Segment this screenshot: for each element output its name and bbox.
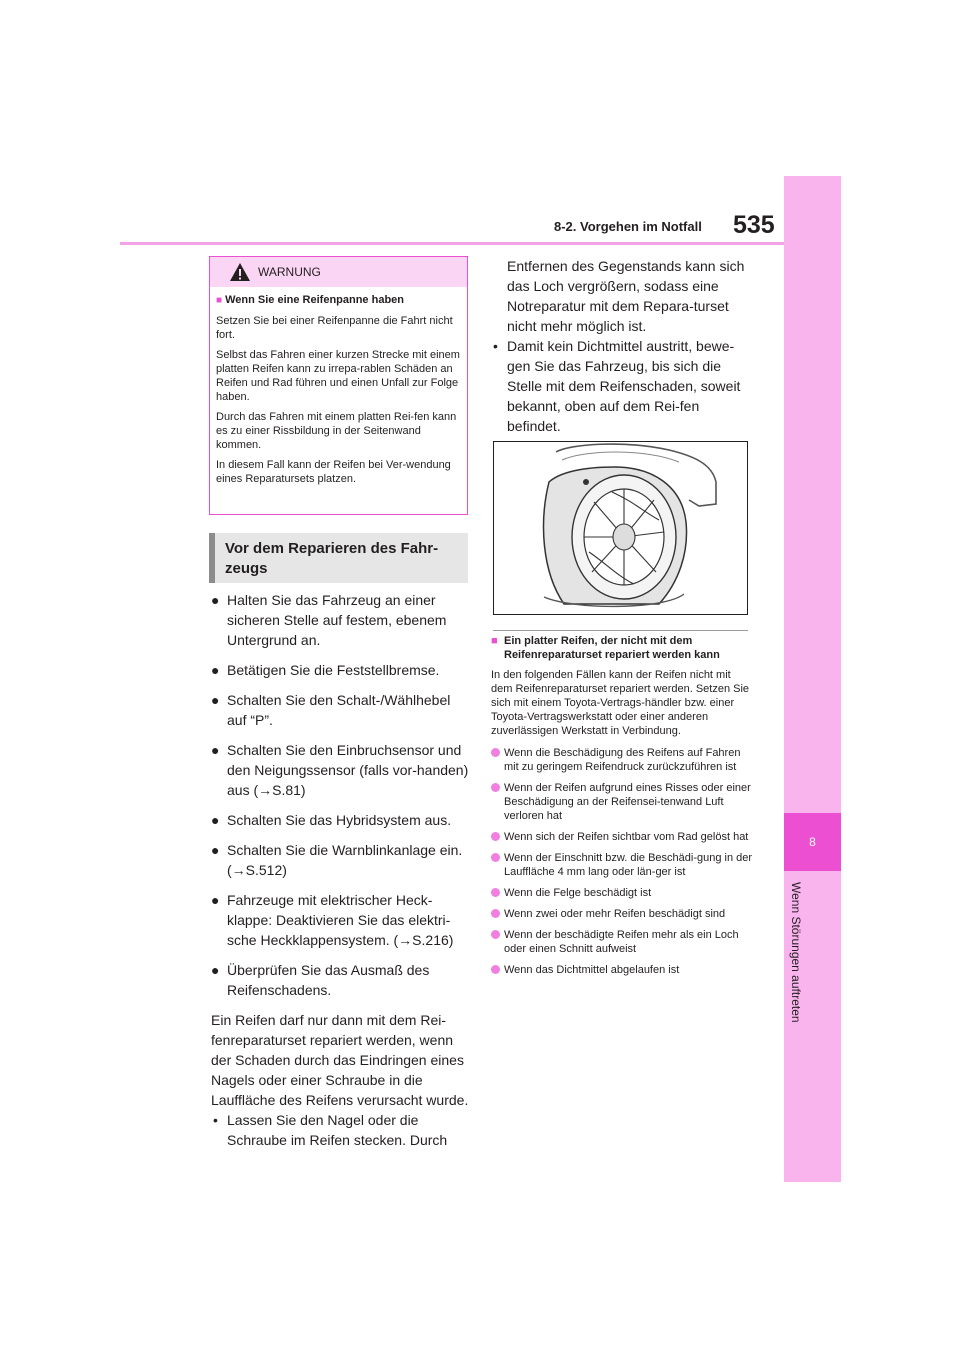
list-item: Wenn der beschädigte Reifen mehr als ein Loch oder einen Schnitt aufweist bbox=[491, 928, 753, 956]
square-bullet-icon: ■ bbox=[491, 635, 498, 647]
circle-bullet-icon bbox=[491, 965, 500, 974]
square-bullet-icon: ■ bbox=[216, 295, 223, 306]
header-rule bbox=[120, 242, 784, 245]
subsection-intro: In den folgenden Fällen kann der Reifen nicht mit dem Reifenreparaturset repariert werden. Setzen Sie sich mit einem Toyota-Vertrags-händler bzw. einer Toyota-Vertragswerkstatt oder einer anderen zuverlässigen Werkstatt in Verbindung. bbox=[491, 669, 750, 737]
right-column-top bbox=[491, 256, 753, 436]
list-item: Wenn zwei oder mehr Reifen beschädigt sind bbox=[491, 907, 753, 921]
tire-illustration bbox=[493, 441, 748, 615]
dash-item-continued bbox=[491, 256, 753, 336]
body-paragraph: Ein Reifen darf nur dann mit dem Rei-fenreparaturset repariert werden, wenn der Schaden durch das Eindringen eines Nagels oder einer Schraube in die Lauffläche des Reifens verursacht wurde. bbox=[211, 1012, 469, 1108]
bullet-icon: ● bbox=[211, 662, 220, 678]
non-repairable-cases-list bbox=[491, 746, 753, 977]
subsection-heading: ■ Ein platter Reifen, der nicht mit dem Reifenreparaturset repariert werden kann bbox=[491, 635, 720, 661]
bullet-icon: ● bbox=[211, 962, 220, 978]
warning-triangle-icon bbox=[229, 262, 251, 282]
warning-paragraph: Setzen Sie bei einer Reifenpanne die Fahrt nicht fort. bbox=[216, 315, 453, 341]
divider bbox=[493, 630, 748, 631]
list-item: ● Betätigen Sie die Feststellbremse. bbox=[211, 662, 440, 678]
flat-tire-drawing bbox=[494, 442, 747, 614]
dash-bullet-icon: • bbox=[213, 1112, 218, 1128]
bullet-icon: ● bbox=[211, 892, 220, 908]
circle-bullet-icon bbox=[491, 783, 500, 792]
circle-bullet-icon bbox=[491, 853, 500, 862]
chapter-title: Wenn Störungen auftreten bbox=[789, 882, 803, 1023]
circle-bullet-icon bbox=[491, 909, 500, 918]
list-item: ● Schalten Sie die Warnblinkanlage ein. (→S.512) bbox=[211, 842, 463, 878]
list-item: Wenn die Beschädigung des Reifens auf Fahren mit zu geringem Reifendruck zurückzuführen ist bbox=[491, 746, 753, 774]
bullet-icon: ● bbox=[211, 842, 220, 858]
warning-paragraph: Durch das Fahren mit einem platten Rei-fen kann es zu einer Rissbildung in der Seitenwand kommen. bbox=[216, 411, 457, 451]
circle-bullet-icon bbox=[491, 888, 500, 897]
list-item: ● Schalten Sie den Schalt-/Wählhebel auf “P”. bbox=[211, 692, 451, 728]
dash-item-text-part-a: Lassen Sie den Nagel oder die Schraube im Reifen stecken. Durch bbox=[227, 1112, 448, 1148]
warning-header bbox=[210, 257, 467, 287]
section-heading: Vor dem Reparieren des Fahr-zeugs bbox=[225, 540, 439, 577]
warning-paragraph: Selbst das Fahren einer kurzen Strecke mit einem platten Reifen kann zu irrepa-rablen Schäden an Reifen und Rad führen und einen Unfall zur Folge haben. bbox=[216, 349, 460, 403]
list-item: ● Halten Sie das Fahrzeug an einer sicheren Stelle auf festem, ebenem Untergrund an. bbox=[211, 592, 447, 648]
circle-bullet-icon bbox=[491, 832, 500, 841]
dash-bullet-icon: • bbox=[493, 338, 498, 354]
warning-title: WARNUNG bbox=[258, 265, 321, 279]
right-column-lower bbox=[491, 634, 753, 984]
list-item: Wenn der Einschnitt bzw. die Beschädi-gung in der Lauffläche 4 mm lang oder län-ger ist bbox=[491, 851, 753, 879]
circle-bullet-icon bbox=[491, 748, 500, 757]
section-heading-box bbox=[209, 533, 468, 583]
list-item: ● Überprüfen Sie das Ausmaß des Reifenschadens. bbox=[211, 962, 430, 998]
warning-box bbox=[209, 256, 468, 515]
preparation-list bbox=[211, 590, 469, 1000]
bullet-icon: ● bbox=[211, 812, 220, 828]
page-number: 535 bbox=[733, 211, 775, 239]
dash-item bbox=[211, 1110, 469, 1150]
dash-item: • Damit kein Dichtmittel austritt, bewe-gen Sie das Fahrzeug, bis sich die Stelle mit dem Reifenschaden, soweit bekannt, oben auf dem Rei-fen befindet. bbox=[493, 338, 741, 434]
list-item: Wenn das Dichtmittel abgelaufen ist bbox=[491, 963, 753, 977]
circle-bullet-icon bbox=[491, 930, 500, 939]
bullet-icon: ● bbox=[211, 742, 220, 758]
left-column bbox=[211, 590, 469, 1150]
list-item: ● Schalten Sie das Hybridsystem aus. bbox=[211, 812, 452, 828]
list-item: Wenn die Felge beschädigt ist bbox=[491, 886, 753, 900]
bullet-icon: ● bbox=[211, 692, 220, 708]
list-item: Wenn der Reifen aufgrund eines Risses oder einer Beschädigung an der Reifensei-tenwand Luft verloren hat bbox=[491, 781, 753, 823]
section-title: 8-2. Vorgehen im Notfall bbox=[554, 219, 702, 234]
warning-subheading: ■ Wenn Sie eine Reifenpanne haben bbox=[216, 294, 404, 306]
chapter-number: 8 bbox=[784, 813, 841, 871]
dash-item-text-part-b: Entfernen des Gegenstands kann sich das Loch vergrößern, sodass eine Notreparatur mit dem Repara-turset nicht mehr möglich ist. bbox=[507, 258, 745, 334]
warning-paragraph: In diesem Fall kann der Reifen bei Ver-wendung eines Reparatursets platzen. bbox=[216, 459, 451, 485]
bullet-icon: ● bbox=[211, 592, 220, 608]
list-item: ● Fahrzeuge mit elektrischer Heck-klappe: Deaktivieren Sie das elektri-sche Heckklappensystem. (→S.216) bbox=[211, 892, 454, 948]
list-item: ● Schalten Sie den Einbruchsensor und den Neigungssensor (falls vor-handen) aus (→S.81) bbox=[211, 742, 469, 798]
list-item: Wenn sich der Reifen sichtbar vom Rad gelöst hat bbox=[491, 830, 753, 844]
warning-content bbox=[216, 293, 462, 492]
